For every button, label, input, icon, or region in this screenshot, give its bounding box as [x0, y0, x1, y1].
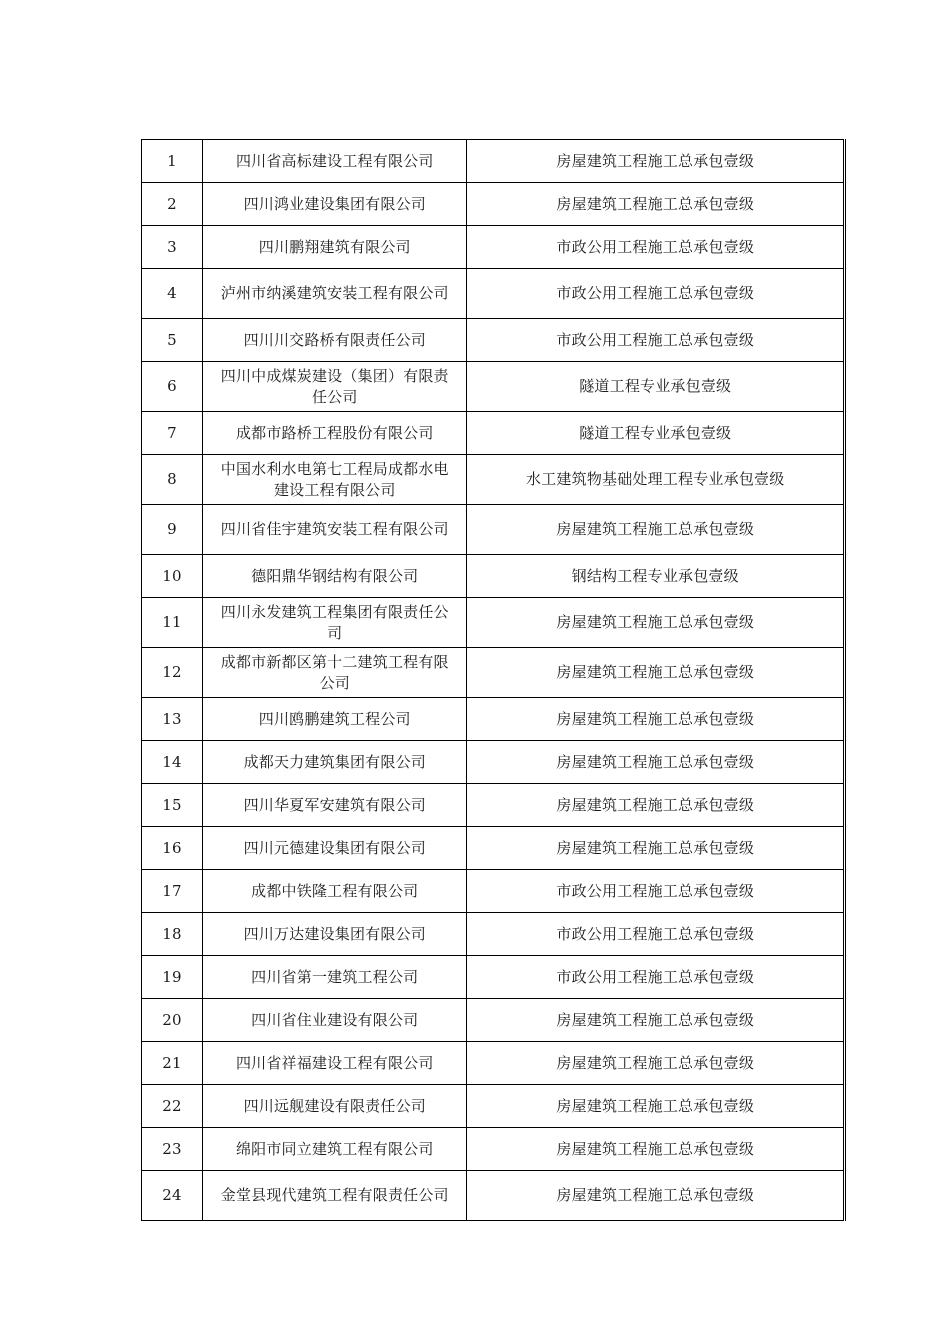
company-name: 四川川交路桥有限责任公司 — [203, 319, 467, 362]
qualification-level: 房屋建筑工程施工总承包壹级 — [467, 598, 845, 648]
qualification-level: 市政公用工程施工总承包壹级 — [467, 319, 845, 362]
qualification-level: 市政公用工程施工总承包壹级 — [467, 226, 845, 269]
table-row — [142, 870, 845, 913]
table-row — [142, 784, 845, 827]
company-name: 德阳鼎华钢结构有限公司 — [203, 555, 467, 598]
table-row — [142, 455, 845, 505]
row-number: 22 — [142, 1085, 203, 1128]
qualification-level: 房屋建筑工程施工总承包壹级 — [467, 784, 845, 827]
table-row — [142, 648, 845, 698]
table-row — [142, 1085, 845, 1128]
table-row — [142, 698, 845, 741]
qualification-level: 房屋建筑工程施工总承包壹级 — [467, 1042, 845, 1085]
qualification-level: 房屋建筑工程施工总承包壹级 — [467, 1085, 845, 1128]
row-number: 4 — [142, 269, 203, 319]
qualification-level: 房屋建筑工程施工总承包壹级 — [467, 1128, 845, 1171]
company-name: 中国水利水电第七工程局成都水电建设工程有限公司 — [203, 455, 467, 505]
company-name: 四川省佳宇建筑安装工程有限公司 — [203, 505, 467, 555]
table-row — [142, 741, 845, 784]
row-number: 1 — [142, 140, 203, 183]
row-number: 2 — [142, 183, 203, 226]
row-number: 23 — [142, 1128, 203, 1171]
company-name: 四川永发建筑工程集团有限责任公司 — [203, 598, 467, 648]
qualification-level: 房屋建筑工程施工总承包壹级 — [467, 648, 845, 698]
row-number: 16 — [142, 827, 203, 870]
company-name: 四川省祥福建设工程有限公司 — [203, 1042, 467, 1085]
row-number: 10 — [142, 555, 203, 598]
qualification-level: 房屋建筑工程施工总承包壹级 — [467, 698, 845, 741]
qualification-level: 市政公用工程施工总承包壹级 — [467, 269, 845, 319]
qualification-level: 隧道工程专业承包壹级 — [467, 412, 845, 455]
row-number: 9 — [142, 505, 203, 555]
table-row — [142, 269, 845, 319]
qualification-table — [141, 139, 846, 1221]
company-name: 成都中铁隆工程有限公司 — [203, 870, 467, 913]
table-row — [142, 598, 845, 648]
table-row — [142, 412, 845, 455]
company-name: 四川中成煤炭建设（集团）有限责任公司 — [203, 362, 467, 412]
company-name: 成都市新都区第十二建筑工程有限公司 — [203, 648, 467, 698]
row-number: 12 — [142, 648, 203, 698]
company-name: 成都天力建筑集团有限公司 — [203, 741, 467, 784]
qualification-level: 隧道工程专业承包壹级 — [467, 362, 845, 412]
row-number: 18 — [142, 913, 203, 956]
table-row — [142, 913, 845, 956]
row-number: 21 — [142, 1042, 203, 1085]
table-row — [142, 956, 845, 999]
qualification-level: 房屋建筑工程施工总承包壹级 — [467, 140, 845, 183]
row-number: 13 — [142, 698, 203, 741]
table-row — [142, 505, 845, 555]
row-number: 3 — [142, 226, 203, 269]
company-name: 金堂县现代建筑工程有限责任公司 — [203, 1171, 467, 1221]
company-name: 四川鸥鹏建筑工程公司 — [203, 698, 467, 741]
company-name: 四川鸿业建设集团有限公司 — [203, 183, 467, 226]
table-row — [142, 1171, 845, 1221]
table-row — [142, 999, 845, 1042]
qualification-level: 钢结构工程专业承包壹级 — [467, 555, 845, 598]
table-row — [142, 362, 845, 412]
row-number: 24 — [142, 1171, 203, 1221]
company-name: 泸州市纳溪建筑安装工程有限公司 — [203, 269, 467, 319]
qualification-level: 房屋建筑工程施工总承包壹级 — [467, 741, 845, 784]
company-name: 四川省住业建设有限公司 — [203, 999, 467, 1042]
row-number: 19 — [142, 956, 203, 999]
row-number: 17 — [142, 870, 203, 913]
company-name: 四川元德建设集团有限公司 — [203, 827, 467, 870]
table-row — [142, 183, 845, 226]
qualification-level: 房屋建筑工程施工总承包壹级 — [467, 183, 845, 226]
qualification-level: 市政公用工程施工总承包壹级 — [467, 870, 845, 913]
qualification-level: 房屋建筑工程施工总承包壹级 — [467, 827, 845, 870]
qualification-level: 房屋建筑工程施工总承包壹级 — [467, 999, 845, 1042]
row-number: 7 — [142, 412, 203, 455]
row-number: 11 — [142, 598, 203, 648]
table-row — [142, 319, 845, 362]
company-name: 四川鹏翔建筑有限公司 — [203, 226, 467, 269]
company-name: 成都市路桥工程股份有限公司 — [203, 412, 467, 455]
company-name: 四川远舰建设有限责任公司 — [203, 1085, 467, 1128]
row-number: 14 — [142, 741, 203, 784]
table-body — [142, 140, 845, 1221]
qualification-level: 水工建筑物基础处理工程专业承包壹级 — [467, 455, 845, 505]
qualification-level: 市政公用工程施工总承包壹级 — [467, 913, 845, 956]
qualification-level: 房屋建筑工程施工总承包壹级 — [467, 1171, 845, 1221]
company-name: 四川华夏军安建筑有限公司 — [203, 784, 467, 827]
company-name: 绵阳市同立建筑工程有限公司 — [203, 1128, 467, 1171]
table-row — [142, 827, 845, 870]
table-row — [142, 140, 845, 183]
company-name: 四川万达建设集团有限公司 — [203, 913, 467, 956]
company-name: 四川省第一建筑工程公司 — [203, 956, 467, 999]
table-row — [142, 1128, 845, 1171]
row-number: 15 — [142, 784, 203, 827]
company-name: 四川省高标建设工程有限公司 — [203, 140, 467, 183]
row-number: 6 — [142, 362, 203, 412]
table-row — [142, 555, 845, 598]
qualification-level: 市政公用工程施工总承包壹级 — [467, 956, 845, 999]
table-row — [142, 1042, 845, 1085]
row-number: 8 — [142, 455, 203, 505]
row-number: 20 — [142, 999, 203, 1042]
qualification-level: 房屋建筑工程施工总承包壹级 — [467, 505, 845, 555]
table-row — [142, 226, 845, 269]
row-number: 5 — [142, 319, 203, 362]
